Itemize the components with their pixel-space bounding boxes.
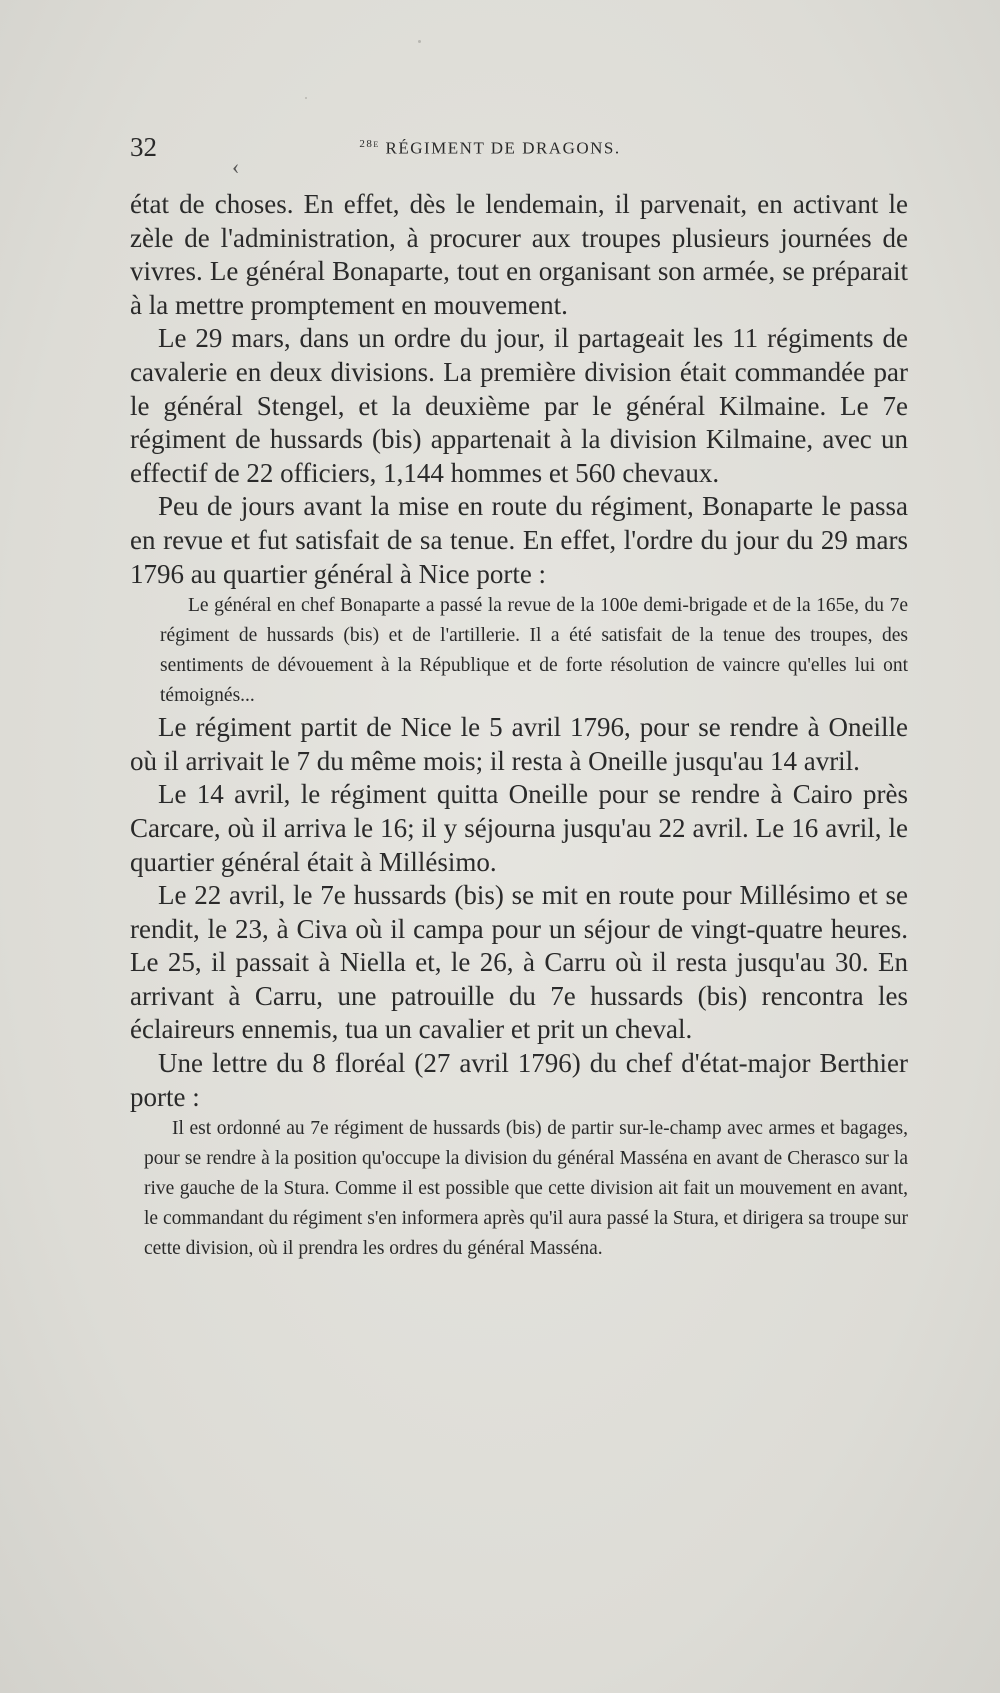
paragraph: Une lettre du 8 floréal (27 avril 1796) du chef d'état-major Berthier porte : xyxy=(130,1048,908,1112)
pencil-mark: ‹ xyxy=(232,154,240,179)
paragraph: Le 14 avril, le régiment quitta Oneille pour se rendre à Cairo près Carcare, où il arriva le 16; il y séjourna jusqu'au 22 avril. Le 16 avril, le quartier général était à Millésimo. xyxy=(130,779,908,877)
page-number: 32 xyxy=(130,132,157,162)
paper-speck xyxy=(305,97,307,99)
block-quote: Il est ordonné au 7e régiment de hussards (bis) de partir sur-le-champ avec armes et bagages, pour se rendre à la position qu'occupe la division du général Masséna en avant de Cherasco sur la rive gauche de la Stura. Comme il est possible que cette division ait fait un mouvement en avant, le commandant du régiment s'en informera après qu'il aura passé la Stura, et dirigera sa troupe sur cette division, où il prendra les ordres du général Masséna. xyxy=(144,1118,908,1260)
page-body xyxy=(130,188,908,1264)
paragraph: Le 22 avril, le 7e hussards (bis) se mit en route pour Millésimo et se rendit, le 23, à Civa où il campa pour un séjour de vingt-quatre heures. Le 25, il passait à Niella et, le 26, à Carru où il resta jusqu'au 30. En arrivant à Carru, une patrouille du 7e hussards (bis) rencontra les éclaireurs ennemis, tua un cavalier et prit un cheval. xyxy=(130,880,908,1045)
paragraph: Le régiment partit de Nice le 5 avril 1796, pour se rendre à Oneille où il arrivait le 7 du même mois; il resta à Oneille jusqu'au 14 avril. xyxy=(130,712,908,776)
paper-speck xyxy=(418,40,421,43)
running-title-ordinal: 28e xyxy=(359,138,380,150)
running-title-text: RÉGIMENT DE DRAGONS. xyxy=(385,138,621,158)
paragraph: Le 29 mars, dans un ordre du jour, il partageait les 11 régiments de cavalerie en deux divisions. La première division était commandée par le général Stengel, et la deuxième par le général Kilmaine. Le 7e régiment de hussards (bis) appartenait à la division Kilmaine, avec un effectif de 22 officiers, 1,144 hommes et 560 chevaux. xyxy=(130,323,908,488)
paragraph: Peu de jours avant la mise en route du régiment, Bonaparte le passa en revue et fut satisfait de sa tenue. En effet, l'ordre du jour du 29 mars 1796 au quartier général à Nice porte : xyxy=(130,491,908,589)
paragraph: état de choses. En effet, dès le lendemain, il parvenait, en activant le zèle de l'administration, à procurer aux troupes plusieurs journées de vivres. Le général Bonaparte, tout en organisant son armée, se préparait à la mettre promptement en mouvement. xyxy=(130,189,908,320)
block-quote: Le général en chef Bonaparte a passé la revue de la 100e demi-brigade et de la 165e, du 7e régiment de hussards (bis) et de l'artillerie. Il a été satisfait de la tenue des troupes, des sentiments de dévouement à la République et de forte résolution de vaincre qu'elles lui ont témoignés... xyxy=(160,595,908,707)
